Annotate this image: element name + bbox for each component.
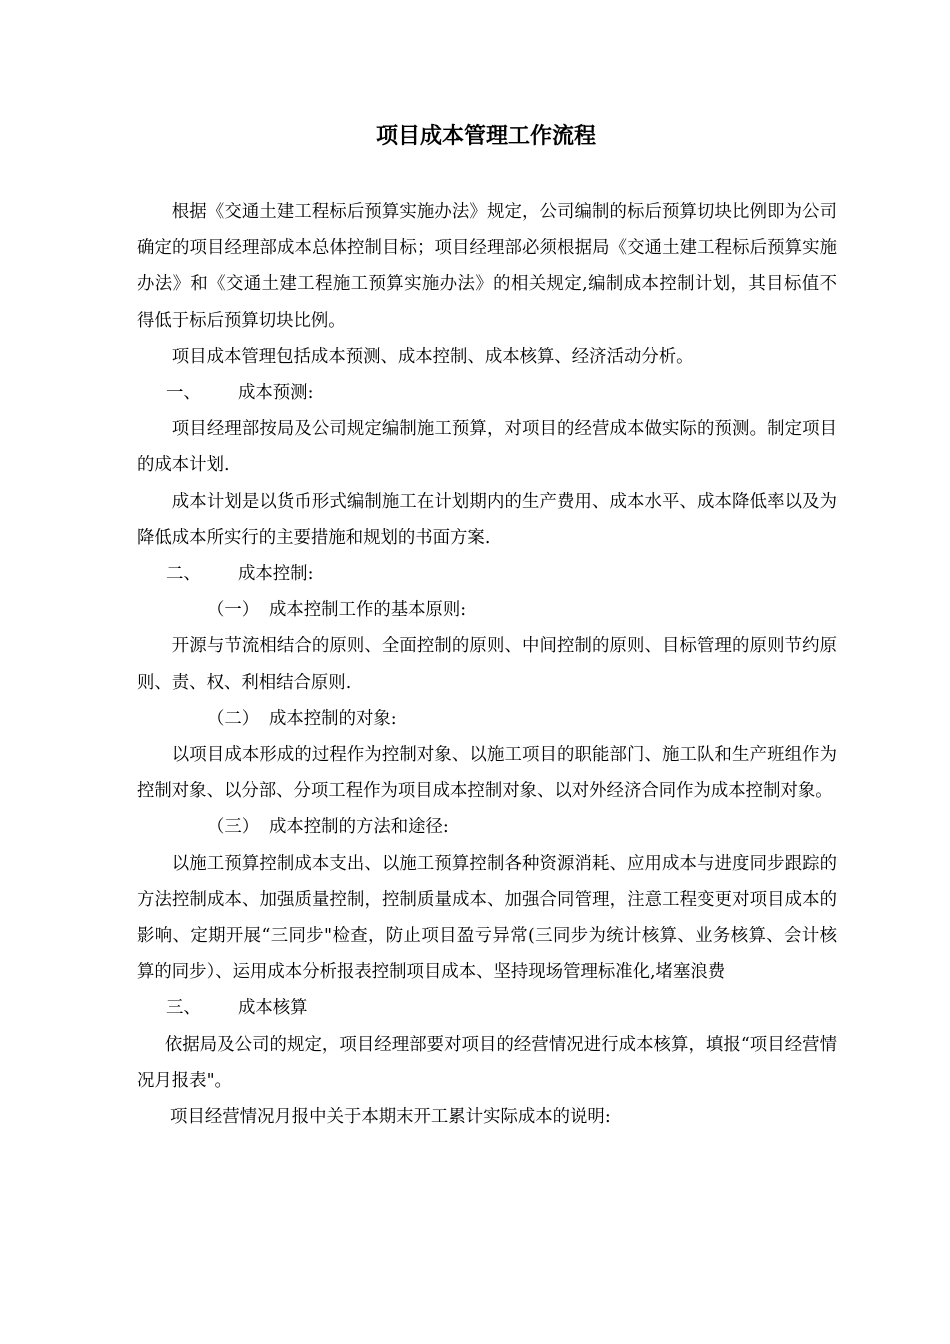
subsection-2-text: 以项目成本形成的过程作为控制对象、以施工项目的职能部门、施工队和生产班组作为控制对象、以分部、分项工程作为项目成本控制对象、以对外经济合同作为成本控制对象。 bbox=[137, 745, 837, 802]
section-3-paragraph: 项目经营情况月报中关于本期末开工累计实际成本的说明: bbox=[170, 1107, 611, 1128]
subsection-1-text: 开源与节流相结合的原则、全面控制的原则、中间控制的原则、目标管理的原则节约原则、责、权、利相结合原则. bbox=[137, 636, 837, 693]
scope-paragraph: 项目成本管理包括成本预测、成本控制、成本核算、经济活动分析。 bbox=[171, 346, 694, 367]
section-3-heading bbox=[137, 990, 837, 1026]
section-1-title: 成本预测: bbox=[238, 383, 314, 404]
section-2-title: 成本控制: bbox=[238, 564, 314, 585]
subsection-1-number: （一） bbox=[207, 600, 260, 621]
subsection-2-heading bbox=[137, 701, 837, 737]
section-3-paragraph: 依据局及公司的规定，项目经理部要对项目的经营情况进行成本核算，填报“项目经营情况月报表"。 bbox=[137, 1034, 837, 1091]
section-2-number: 二、 bbox=[166, 564, 201, 585]
section-3-title: 成本核算 bbox=[238, 998, 308, 1019]
document-body bbox=[137, 194, 837, 1135]
subsection-1-title: 成本控制工作的基本原则: bbox=[269, 600, 467, 621]
subsection-3-text: 以施工预算控制成本支出、以施工预算控制各种资源消耗、应用成本与进度同步跟踪的方法控制成本、加强质量控制，控制质量成本、加强合同管理，注意工程变更对项目成本的影响、定期开展“三同步"检查，防止项目盈亏异常(三同步为统计核算、业务核算、会计核算的同步）、运用成本分析报表控制项目成本、坚持现场管理标准化,堵塞浪费 bbox=[137, 853, 837, 983]
subsection-3-heading bbox=[137, 809, 837, 845]
section-1-heading bbox=[137, 375, 837, 411]
subsection-3-title: 成本控制的方法和途径: bbox=[269, 817, 449, 838]
subsection-2-number: （二） bbox=[207, 708, 260, 729]
section-1-number: 一、 bbox=[166, 383, 201, 404]
section-1-paragraph: 项目经理部按局及公司规定编制施工预算，对项目的经营成本做实际的预测。制定项目的成本计划. bbox=[137, 419, 837, 476]
section-1-paragraph: 成本计划是以货币形式编制施工在计划期内的生产费用、成本水平、成本降低率以及为降低成本所实行的主要措施和规划的书面方案. bbox=[137, 491, 837, 548]
intro-paragraph: 根据《交通土建工程标后预算实施办法》规定，公司编制的标后预算切块比例即为公司确定的项目经理部成本总体控制目标；项目经理部必须根据局《交通土建工程标后预算实施办法》和《交通土建工程施工预算实施办法》的相关规定,编制成本控制计划，其目标值不得低于标后预算切块比例。 bbox=[137, 202, 837, 331]
document-title: 项目成本管理工作流程 bbox=[375, 123, 596, 149]
section-3-number: 三、 bbox=[166, 998, 201, 1019]
subsection-2-title: 成本控制的对象: bbox=[269, 708, 397, 729]
subsection-3-number: （三） bbox=[207, 817, 260, 838]
section-2-heading bbox=[137, 556, 837, 592]
subsection-1-heading bbox=[137, 592, 837, 628]
